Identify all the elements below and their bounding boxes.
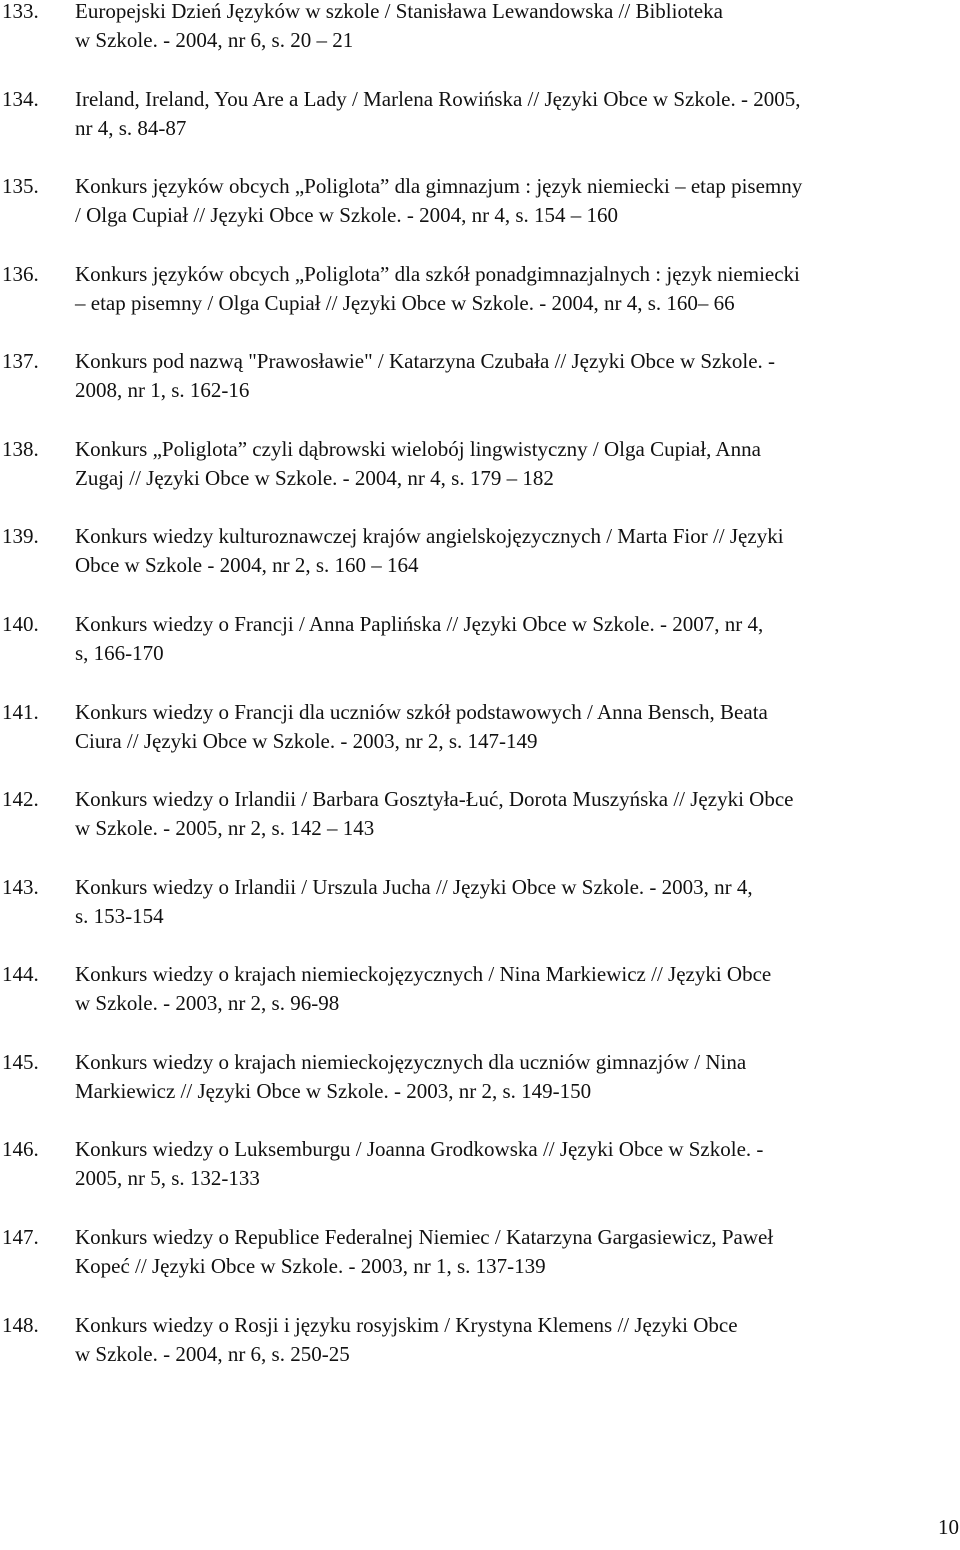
entry-line: Ireland, Ireland, You Are a Lady / Marlena Rowińska // Języki Obce w Szkole. - 2005, xyxy=(75,87,801,111)
entry-text xyxy=(75,522,955,580)
entry-line: Konkurs wiedzy o krajach niemieckojęzycznych dla uczniów gimnazjów / Nina xyxy=(75,1050,747,1074)
entry-text xyxy=(75,1048,955,1106)
entry-line: Konkurs wiedzy o Republice Federalnej Niemiec / Katarzyna Gargasiewicz, Paweł xyxy=(75,1225,774,1249)
entry-text xyxy=(75,960,955,1018)
entry-line: nr 4, s. 84-87 xyxy=(75,116,187,140)
entry-line: Zugaj // Języki Obce w Szkole. - 2004, nr 4, s. 179 – 182 xyxy=(75,466,554,490)
entry-number: 145. xyxy=(2,1050,39,1074)
entry-line: Kopeć // Języki Obce w Szkole. - 2003, nr 1, s. 137-139 xyxy=(75,1254,546,1278)
entry-line: 2005, nr 5, s. 132-133 xyxy=(75,1166,260,1190)
entry-number: 140. xyxy=(2,612,39,636)
entry-text xyxy=(75,698,955,756)
page-number: 10 xyxy=(938,1515,959,1539)
entry-line: s, 166-170 xyxy=(75,641,164,665)
entry-text xyxy=(75,347,955,405)
entry-text xyxy=(75,435,955,493)
entry-line: Konkurs języków obcych „Poliglota” dla szkół ponadgimnazjalnych : język niemiecki xyxy=(75,262,800,286)
entry-line: 2008, nr 1, s. 162-16 xyxy=(75,378,250,402)
entry-number: 143. xyxy=(2,875,39,899)
entry-line: Konkurs wiedzy o Luksemburgu / Joanna Grodkowska // Języki Obce w Szkole. - xyxy=(75,1137,764,1161)
entry-text xyxy=(75,172,955,230)
entry-number: 146. xyxy=(2,1137,39,1161)
entry-text xyxy=(75,260,955,318)
entry-line: Konkurs „Poliglota” czyli dąbrowski wielobój lingwistyczny / Olga Cupiał, Anna xyxy=(75,437,761,461)
entry-line: Konkurs pod nazwą "Prawosławie" / Katarzyna Czubała // Języki Obce w Szkole. - xyxy=(75,349,776,373)
entry-number: 139. xyxy=(2,524,39,548)
entry-line: Obce w Szkole - 2004, nr 2, s. 160 – 164 xyxy=(75,553,419,577)
entry-number: 135. xyxy=(2,174,39,198)
entry-text xyxy=(75,0,955,55)
entry-number: 134. xyxy=(2,87,39,111)
entry-line: – etap pisemny / Olga Cupiał // Języki Obce w Szkole. - 2004, nr 4, s. 160– 66 xyxy=(75,291,735,315)
entry-line: Konkurs wiedzy o Irlandii / Urszula Jucha // Języki Obce w Szkole. - 2003, nr 4, xyxy=(75,875,753,899)
entry-line: w Szkole. - 2004, nr 6, s. 20 – 21 xyxy=(75,28,354,52)
entry-line: Markiewicz // Języki Obce w Szkole. - 2003, nr 2, s. 149-150 xyxy=(75,1079,592,1103)
entry-text xyxy=(75,873,955,931)
entry-text xyxy=(75,1311,955,1369)
entry-number: 148. xyxy=(2,1313,39,1337)
entry-line: Konkurs wiedzy o krajach niemieckojęzycznych / Nina Markiewicz // Języki Obce xyxy=(75,962,772,986)
entry-line: s. 153-154 xyxy=(75,904,164,928)
entry-number: 137. xyxy=(2,349,39,373)
entry-number: 144. xyxy=(2,962,39,986)
entry-line: Konkurs wiedzy o Francji dla uczniów szkół podstawowych / Anna Bensch, Beata xyxy=(75,700,768,724)
entry-text xyxy=(75,1135,955,1193)
entry-text xyxy=(75,85,955,143)
entry-text xyxy=(75,1223,955,1281)
entry-number: 141. xyxy=(2,700,39,724)
entry-text xyxy=(75,610,955,668)
entry-line: w Szkole. - 2003, nr 2, s. 96-98 xyxy=(75,991,340,1015)
entry-number: 133. xyxy=(2,0,39,23)
entry-number: 147. xyxy=(2,1225,39,1249)
entry-number: 138. xyxy=(2,437,39,461)
entry-line: Konkurs wiedzy kulturoznawczej krajów angielskojęzycznych / Marta Fior // Języki xyxy=(75,524,784,548)
entry-line: Ciura // Języki Obce w Szkole. - 2003, nr 2, s. 147-149 xyxy=(75,729,538,753)
entry-number: 136. xyxy=(2,262,39,286)
entry-line: w Szkole. - 2004, nr 6, s. 250-25 xyxy=(75,1342,350,1366)
entry-line: Konkurs wiedzy o Irlandii / Barbara Gosztyła-Łuć, Dorota Muszyńska // Języki Obce xyxy=(75,787,794,811)
entry-number: 142. xyxy=(2,787,39,811)
entry-line: w Szkole. - 2005, nr 2, s. 142 – 143 xyxy=(75,816,375,840)
entry-line: Europejski Dzień Języków w szkole / Stanisława Lewandowska // Biblioteka xyxy=(75,0,723,23)
entry-line: Konkurs wiedzy o Rosji i języku rosyjskim / Krystyna Klemens // Języki Obce xyxy=(75,1313,738,1337)
entry-line: Konkurs wiedzy o Francji / Anna Paplińska // Języki Obce w Szkole. - 2007, nr 4, xyxy=(75,612,764,636)
entry-line: / Olga Cupiał // Języki Obce w Szkole. - 2004, nr 4, s. 154 – 160 xyxy=(75,203,619,227)
entry-line: Konkurs języków obcych „Poliglota” dla gimnazjum : język niemiecki – etap pisemny xyxy=(75,174,803,198)
entry-text xyxy=(75,785,955,843)
